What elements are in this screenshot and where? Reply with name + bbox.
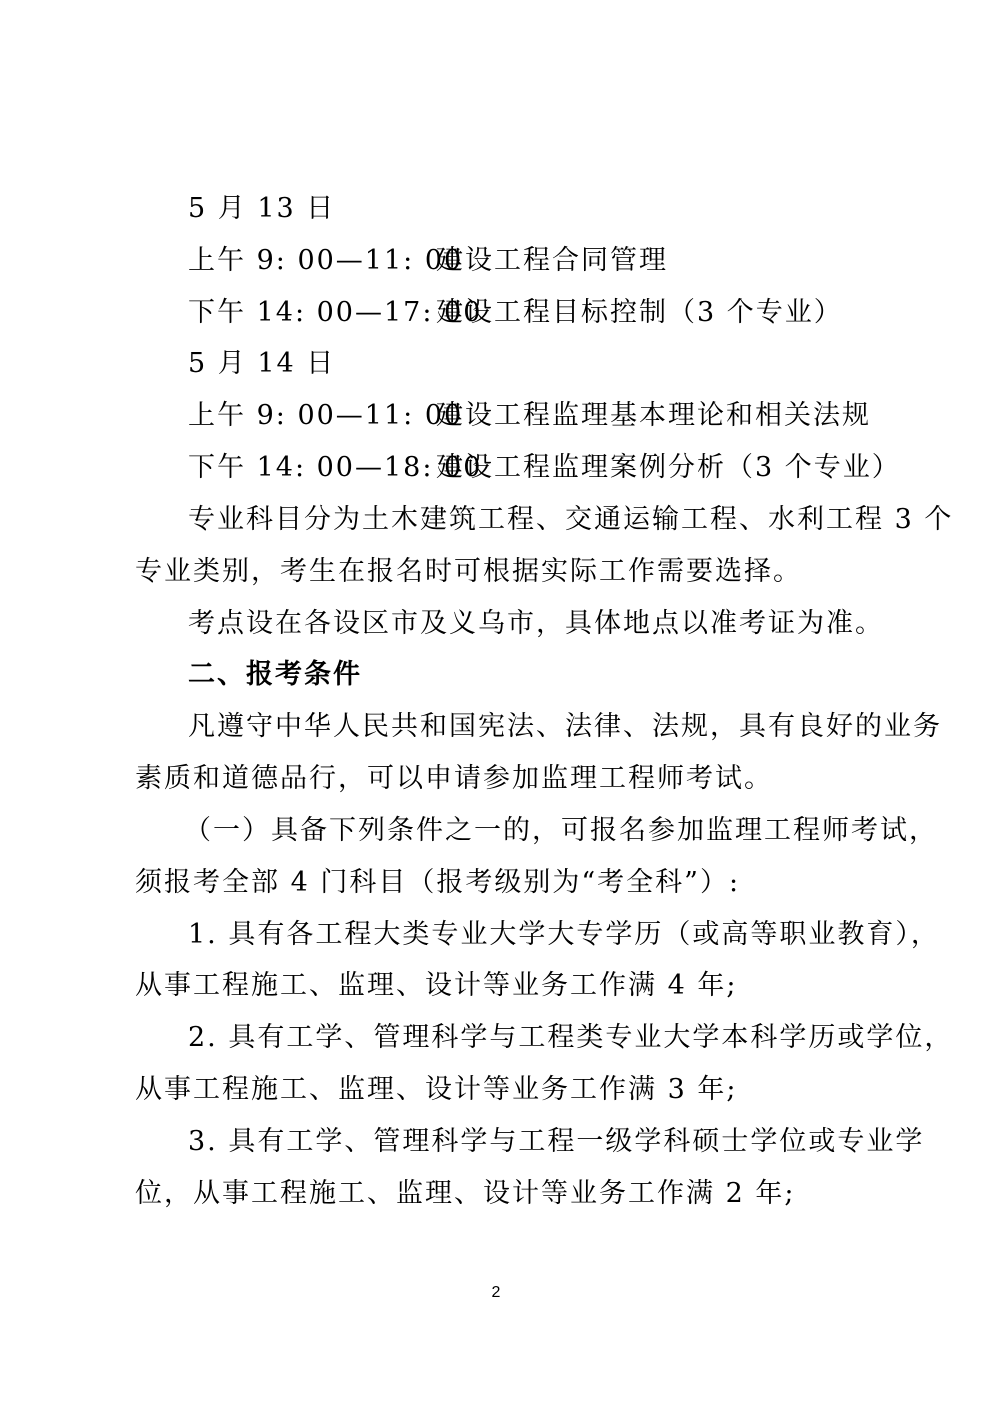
section-heading: 二、报考条件 [188,659,362,690]
list-item-line: 从事工程施工、监理、设计等业务工作满 3 年; [135,1074,738,1105]
list-item-line: 位，从事工程施工、监理、设计等业务工作满 2 年; [135,1178,796,1209]
schedule-time: 下午 14: 00—18: 00 [188,452,483,483]
list-item-line: 3. 具有工学、管理科学与工程一级学科硕士学位或专业学 [188,1126,925,1157]
schedule-row [188,296,843,330]
schedule-subject: 建设工程目标控制（3 个专业） [436,297,843,328]
paragraph-line: 凡遵守中华人民共和国宪法、法律、法规，具有良好的业务 [188,711,942,742]
paragraph-line: 素质和道德品行，可以申请参加监理工程师考试。 [135,763,773,794]
list-item-line: 从事工程施工、监理、设计等业务工作满 4 年; [135,970,738,1001]
schedule-date-2: 5 月 14 日 [188,348,336,379]
paragraph-line: 专业科目分为土木建筑工程、交通运输工程、水利工程 3 个 [188,504,954,535]
schedule-time: 下午 14: 00—17: 00 [188,297,483,328]
paragraph-line: 须报考全部 4 门科目（报考级别为“考全科”）: [135,867,741,898]
schedule-row [188,244,668,278]
list-item-line: 2. 具有工学、管理科学与工程类专业大学本科学历或学位， [188,1022,954,1053]
page-number: 2 [491,1284,501,1301]
paragraph-line: 考点设在各设区市及义乌市，具体地点以准考证为准。 [188,608,884,639]
schedule-date-1: 5 月 13 日 [188,193,336,224]
schedule-subject: 建设工程监理案例分析（3 个专业） [436,452,901,483]
paragraph-line: （一）具备下列条件之一的，可报名参加监理工程师考试， [184,815,938,846]
schedule-time: 上午 9: 00—11: 00 [188,245,464,276]
schedule-time: 上午 9: 00—11: 00 [188,400,464,431]
schedule-row [188,451,901,485]
paragraph-line: 专业类别，考生在报名时可根据实际工作需要选择。 [135,556,802,587]
schedule-subject: 建设工程合同管理 [436,245,668,276]
list-item-line: 1. 具有各工程大类专业大学大专学历（或高等职业教育）， [188,919,940,950]
schedule-subject: 建设工程监理基本理论和相关法规 [436,400,871,431]
schedule-row [188,399,871,433]
